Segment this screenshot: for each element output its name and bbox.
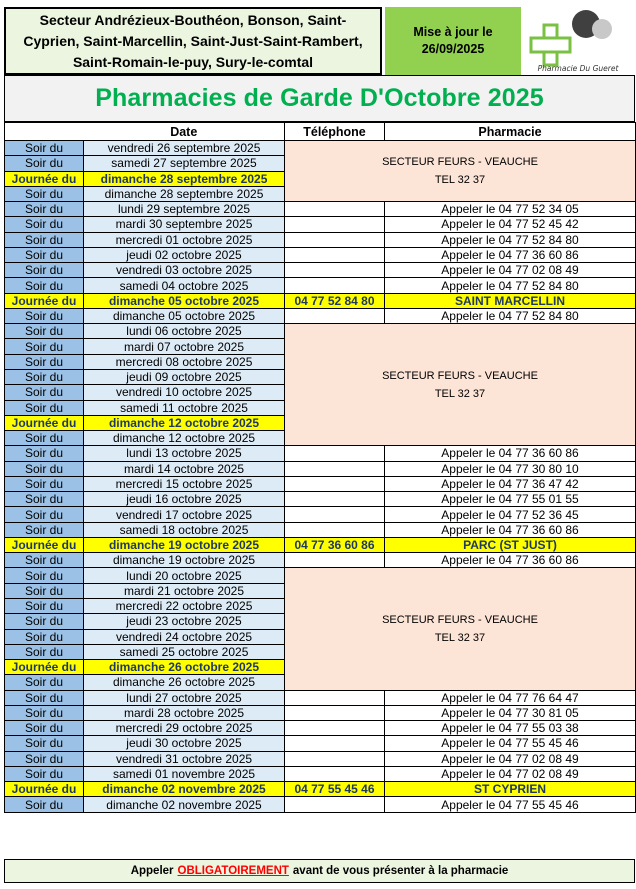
row-type: Soir du	[5, 675, 84, 690]
soir-row	[5, 278, 636, 293]
row-phone	[285, 766, 385, 781]
row-type: Soir du	[5, 492, 84, 507]
sector-line-2: Cyprien, Saint-Marcellin, Saint-Just-Saint-Rambert,	[23, 32, 363, 49]
soir-row	[5, 705, 636, 720]
row-type: Soir du	[5, 263, 84, 278]
row-type: Journée du	[5, 293, 84, 308]
row-pharmacy: Appeler le 04 77 30 80 10	[385, 461, 636, 476]
row-pharmacy: Appeler le 04 77 02 08 49	[385, 751, 636, 766]
row-phone	[285, 263, 385, 278]
sector-line-3: Saint-Romain-le-puy, Sury-le-comtal	[72, 53, 314, 70]
header-pharmacy: Pharmacie	[385, 123, 636, 141]
row-type: Soir du	[5, 751, 84, 766]
row-type: Soir du	[5, 644, 84, 659]
schedule-table	[4, 122, 636, 813]
row-pharmacy: Appeler le 04 77 36 60 86	[385, 446, 636, 461]
row-type: Soir du	[5, 308, 84, 323]
pharmacy-logo	[524, 7, 628, 75]
soir-row	[5, 492, 636, 507]
row-pharmacy: Appeler le 04 77 52 84 80	[385, 278, 636, 293]
row-type: Soir du	[5, 507, 84, 522]
sector-header	[4, 7, 382, 75]
header-date: Date	[84, 123, 285, 141]
row-type: Soir du	[5, 247, 84, 262]
footer-emphasis: OBLIGATOIREMENT	[177, 865, 289, 877]
row-pharmacy: ST CYPRIEN	[385, 782, 636, 797]
page-title: Pharmacies de Garde D'Octobre 2025	[95, 84, 544, 112]
row-date: mardi 21 octobre 2025	[84, 583, 285, 598]
row-type: Soir du	[5, 324, 84, 339]
row-phone	[285, 736, 385, 751]
row-date: mardi 30 septembre 2025	[84, 217, 285, 232]
row-phone	[285, 522, 385, 537]
footer-after: avant de vous présenter à la pharmacie	[292, 865, 509, 877]
soir-row	[5, 476, 636, 491]
soir-row	[5, 736, 636, 751]
row-date: dimanche 05 octobre 2025	[84, 293, 285, 308]
soir-row	[5, 461, 636, 476]
row-date: lundi 27 octobre 2025	[84, 690, 285, 705]
soir-row	[5, 446, 636, 461]
row-pharmacy: Appeler le 04 77 30 81 05	[385, 705, 636, 720]
row-pharmacy: Appeler le 04 77 55 45 46	[385, 797, 636, 812]
row-type: Soir du	[5, 476, 84, 491]
journee-row	[5, 537, 636, 552]
row-pharmacy: Appeler le 04 77 36 60 86	[385, 522, 636, 537]
row-date: vendredi 03 octobre 2025	[84, 263, 285, 278]
row-date: dimanche 12 octobre 2025	[84, 415, 285, 430]
row-type: Soir du	[5, 629, 84, 644]
row-phone	[285, 492, 385, 507]
row-phone	[285, 202, 385, 217]
update-box	[385, 7, 521, 75]
soir-row	[5, 232, 636, 247]
row-pharmacy: Appeler le 04 77 52 34 05	[385, 202, 636, 217]
row-date: samedi 01 novembre 2025	[84, 766, 285, 781]
row-date: dimanche 05 octobre 2025	[84, 308, 285, 323]
row-phone: 04 77 36 60 86	[285, 537, 385, 552]
sector-block-line2: TEL 32 37	[434, 632, 486, 644]
soir-row	[5, 507, 636, 522]
row-date: dimanche 28 septembre 2025	[84, 171, 285, 186]
row-pharmacy: Appeler le 04 77 36 60 86	[385, 247, 636, 262]
row-pharmacy: Appeler le 04 77 52 36 45	[385, 507, 636, 522]
sector-block-line2: TEL 32 37	[434, 387, 486, 400]
sector-block-line1: SECTEUR FEURS - VEAUCHE	[382, 369, 538, 382]
row-type: Soir du	[5, 461, 84, 476]
row-pharmacy: Appeler le 04 77 76 64 47	[385, 690, 636, 705]
soir-row	[5, 721, 636, 736]
row-phone	[285, 690, 385, 705]
row-type: Soir du	[5, 522, 84, 537]
title-banner	[4, 75, 635, 122]
row-date: mercredi 01 octobre 2025	[84, 232, 285, 247]
row-date: dimanche 26 octobre 2025	[84, 660, 285, 675]
row-date: vendredi 17 octobre 2025	[84, 507, 285, 522]
journee-row	[5, 782, 636, 797]
row-date: lundi 06 octobre 2025	[84, 324, 285, 339]
update-date: 26/09/2025	[421, 42, 485, 56]
header-phone: Téléphone	[285, 123, 385, 141]
row-pharmacy: Appeler le 04 77 02 08 49	[385, 766, 636, 781]
soir-row	[5, 522, 636, 537]
soir-row	[5, 141, 636, 156]
row-phone	[285, 553, 385, 568]
row-pharmacy: Appeler le 04 77 52 84 80	[385, 232, 636, 247]
row-phone	[285, 705, 385, 720]
update-label: Mise à jour le	[413, 25, 493, 39]
soir-row	[5, 202, 636, 217]
soir-row	[5, 568, 636, 583]
row-type: Journée du	[5, 171, 84, 186]
soir-row	[5, 217, 636, 232]
row-pharmacy: Appeler le 04 77 55 45 46	[385, 736, 636, 751]
row-type: Soir du	[5, 400, 84, 415]
row-type: Soir du	[5, 202, 84, 217]
sector-block-line1: SECTEUR FEURS - VEAUCHE	[382, 156, 538, 169]
table-header-row	[5, 123, 636, 141]
sector-feurs-veauche-block	[285, 141, 636, 202]
row-date: jeudi 02 octobre 2025	[84, 247, 285, 262]
row-date: dimanche 12 octobre 2025	[84, 431, 285, 446]
row-type: Soir du	[5, 598, 84, 613]
row-pharmacy: Appeler le 04 77 55 03 38	[385, 721, 636, 736]
row-phone	[285, 721, 385, 736]
row-type: Soir du	[5, 278, 84, 293]
row-phone	[285, 278, 385, 293]
row-date: vendredi 10 octobre 2025	[84, 385, 285, 400]
row-pharmacy: PARC (ST JUST)	[385, 537, 636, 552]
row-phone	[285, 446, 385, 461]
soir-row	[5, 263, 636, 278]
row-phone	[285, 217, 385, 232]
row-date: vendredi 26 septembre 2025	[84, 141, 285, 156]
row-date: lundi 20 octobre 2025	[84, 568, 285, 583]
soir-row	[5, 766, 636, 781]
row-date: samedi 04 octobre 2025	[84, 278, 285, 293]
row-pharmacy: Appeler le 04 77 02 08 49	[385, 263, 636, 278]
row-date: jeudi 23 octobre 2025	[84, 614, 285, 629]
row-type: Journée du	[5, 415, 84, 430]
row-date: vendredi 24 octobre 2025	[84, 629, 285, 644]
sector-feurs-veauche-block	[285, 324, 636, 446]
row-pharmacy: Appeler le 04 77 36 47 42	[385, 476, 636, 491]
soir-row	[5, 751, 636, 766]
row-phone	[285, 461, 385, 476]
row-pharmacy: Appeler le 04 77 52 45 42	[385, 217, 636, 232]
row-date: dimanche 28 septembre 2025	[84, 186, 285, 201]
sector-block-line2: TEL 32 37	[434, 174, 486, 187]
row-phone	[285, 247, 385, 262]
row-date: dimanche 19 octobre 2025	[84, 537, 285, 552]
header-type-cell	[5, 123, 84, 141]
row-type: Soir du	[5, 141, 84, 156]
logo-text: Pharmacie Du Gueret	[537, 64, 619, 73]
row-date: dimanche 02 novembre 2025	[84, 782, 285, 797]
soir-row	[5, 797, 636, 812]
soir-row	[5, 690, 636, 705]
soir-row	[5, 308, 636, 323]
row-pharmacy: Appeler le 04 77 52 84 80	[385, 308, 636, 323]
row-date: jeudi 30 octobre 2025	[84, 736, 285, 751]
row-phone	[285, 751, 385, 766]
sector-line-1: Secteur Andrézieux-Bouthéon, Bonson, Saint-	[39, 11, 347, 28]
row-pharmacy: Appeler le 04 77 55 01 55	[385, 492, 636, 507]
row-phone	[285, 507, 385, 522]
row-date: lundi 13 octobre 2025	[84, 446, 285, 461]
row-date: samedi 11 octobre 2025	[84, 400, 285, 415]
row-date: dimanche 26 octobre 2025	[84, 675, 285, 690]
row-type: Soir du	[5, 354, 84, 369]
footer-before: Appeler	[130, 865, 174, 877]
footer-notice	[4, 859, 635, 883]
row-date: lundi 29 septembre 2025	[84, 202, 285, 217]
soir-row	[5, 324, 636, 339]
row-type: Soir du	[5, 156, 84, 171]
row-date: dimanche 19 octobre 2025	[84, 553, 285, 568]
row-date: mardi 14 octobre 2025	[84, 461, 285, 476]
row-type: Soir du	[5, 568, 84, 583]
row-type: Soir du	[5, 766, 84, 781]
journee-row	[5, 293, 636, 308]
row-type: Soir du	[5, 339, 84, 354]
row-date: mercredi 08 octobre 2025	[84, 354, 285, 369]
row-type: Soir du	[5, 614, 84, 629]
row-date: mercredi 15 octobre 2025	[84, 476, 285, 491]
green-cross-icon	[531, 25, 570, 65]
row-type: Soir du	[5, 690, 84, 705]
row-type: Soir du	[5, 385, 84, 400]
row-date: mercredi 29 octobre 2025	[84, 721, 285, 736]
row-type: Soir du	[5, 721, 84, 736]
row-date: samedi 18 octobre 2025	[84, 522, 285, 537]
row-type: Soir du	[5, 431, 84, 446]
row-date: mardi 07 octobre 2025	[84, 339, 285, 354]
row-pharmacy: Appeler le 04 77 36 60 86	[385, 553, 636, 568]
row-date: mercredi 22 octobre 2025	[84, 598, 285, 613]
row-phone	[285, 797, 385, 812]
row-type: Soir du	[5, 186, 84, 201]
logo-circle-light-icon	[592, 19, 612, 39]
row-phone: 04 77 55 45 46	[285, 782, 385, 797]
row-type: Soir du	[5, 553, 84, 568]
row-date: samedi 25 octobre 2025	[84, 644, 285, 659]
row-date: jeudi 16 octobre 2025	[84, 492, 285, 507]
row-phone	[285, 308, 385, 323]
row-date: mardi 28 octobre 2025	[84, 705, 285, 720]
row-type: Soir du	[5, 736, 84, 751]
row-type: Soir du	[5, 583, 84, 598]
row-date: jeudi 09 octobre 2025	[84, 369, 285, 384]
row-date: samedi 27 septembre 2025	[84, 156, 285, 171]
row-date: dimanche 02 novembre 2025	[84, 797, 285, 812]
soir-row	[5, 247, 636, 262]
row-date: vendredi 31 octobre 2025	[84, 751, 285, 766]
row-pharmacy: SAINT MARCELLIN	[385, 293, 636, 308]
row-type: Soir du	[5, 232, 84, 247]
row-type: Soir du	[5, 797, 84, 812]
sector-block-line1: SECTEUR FEURS - VEAUCHE	[382, 614, 538, 626]
row-phone: 04 77 52 84 80	[285, 293, 385, 308]
row-type: Journée du	[5, 660, 84, 675]
row-type: Soir du	[5, 217, 84, 232]
soir-row	[5, 553, 636, 568]
sector-feurs-veauche-block	[285, 568, 636, 690]
row-type: Journée du	[5, 782, 84, 797]
row-type: Journée du	[5, 537, 84, 552]
row-phone	[285, 476, 385, 491]
row-type: Soir du	[5, 446, 84, 461]
row-phone	[285, 232, 385, 247]
row-type: Soir du	[5, 705, 84, 720]
row-type: Soir du	[5, 369, 84, 384]
